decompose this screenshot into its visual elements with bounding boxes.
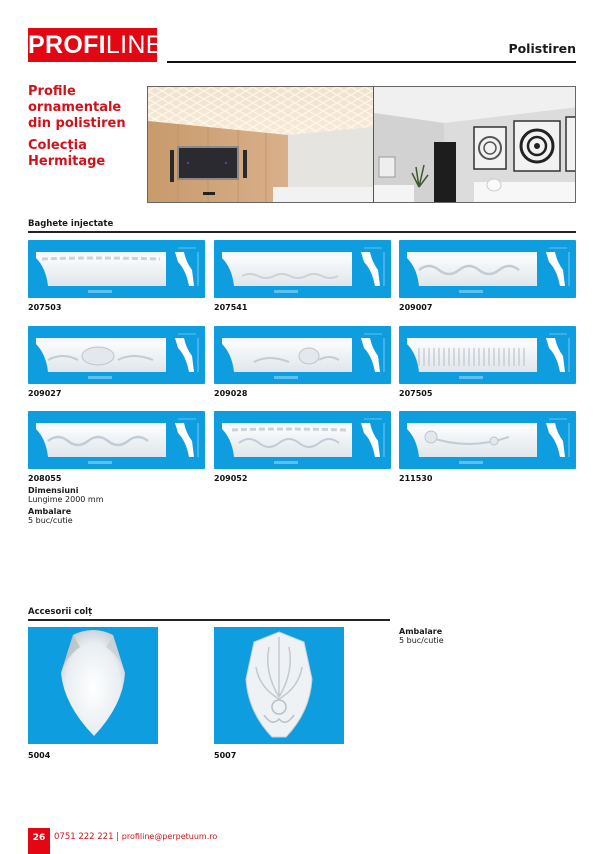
accessory-image-5004 — [28, 627, 158, 744]
baghete-divider — [28, 231, 576, 233]
packaging-value: 5 buc/cutie — [28, 516, 73, 525]
accesorii-heading: Accesorii colț — [28, 607, 93, 617]
product-code: 209028 — [214, 389, 248, 398]
accessory-packaging-label: Ambalare — [399, 627, 443, 636]
footer-phone: 0751 222 221 — [54, 832, 114, 842]
profiline-logo — [28, 28, 163, 62]
hero-image — [147, 86, 576, 203]
product-image-211530 — [399, 411, 576, 469]
intro-block — [28, 84, 143, 176]
footer-email[interactable]: profiline@perpetuum.ro — [121, 832, 218, 841]
accessory-code-5007: 5007 — [214, 751, 237, 760]
product-code: 208055 — [28, 474, 62, 483]
intro-title: Profile ornamentale din polistiren — [28, 84, 126, 131]
dimensions-label: Dimensiuni — [28, 486, 79, 495]
accessory-code-5004: 5004 — [28, 751, 51, 760]
section-title: Polistiren — [508, 41, 576, 56]
accessory-packaging-value: 5 buc/cutie — [399, 636, 444, 645]
logo-bold-text: PROFI — [28, 31, 106, 59]
page-number: 26 — [28, 828, 50, 854]
product-image-208055 — [28, 411, 205, 469]
product-code: 207505 — [399, 389, 433, 398]
intro-collection: Colecția Hermitage — [28, 138, 106, 169]
product-code: 211530 — [399, 474, 433, 483]
product-image-207505 — [399, 326, 576, 384]
product-code: 209027 — [28, 389, 62, 398]
product-code: 209052 — [214, 474, 248, 483]
accesorii-info — [399, 627, 444, 645]
baghete-heading: Baghete injectate — [28, 219, 114, 229]
packaging-label: Ambalare — [28, 507, 72, 516]
header-divider — [167, 61, 576, 63]
product-image-207503 — [28, 240, 205, 298]
product-image-209027 — [28, 326, 205, 384]
footer-contact — [54, 832, 217, 842]
logo-light-text: LINE — [105, 31, 163, 59]
dimensions-value: Lungime 2000 mm — [28, 495, 104, 504]
product-image-209007 — [399, 240, 576, 298]
accesorii-divider — [28, 619, 390, 621]
bedroom-photo — [373, 87, 576, 202]
footer-separator: | — [113, 832, 122, 842]
baghete-info — [28, 486, 104, 525]
accessory-image-5007 — [214, 627, 344, 744]
product-image-209052 — [214, 411, 391, 469]
product-image-209028 — [214, 326, 391, 384]
product-image-207541 — [214, 240, 391, 298]
product-code: 207503 — [28, 303, 62, 312]
product-code: 209007 — [399, 303, 433, 312]
living-room-photo — [148, 87, 373, 202]
product-code: 207541 — [214, 303, 248, 312]
